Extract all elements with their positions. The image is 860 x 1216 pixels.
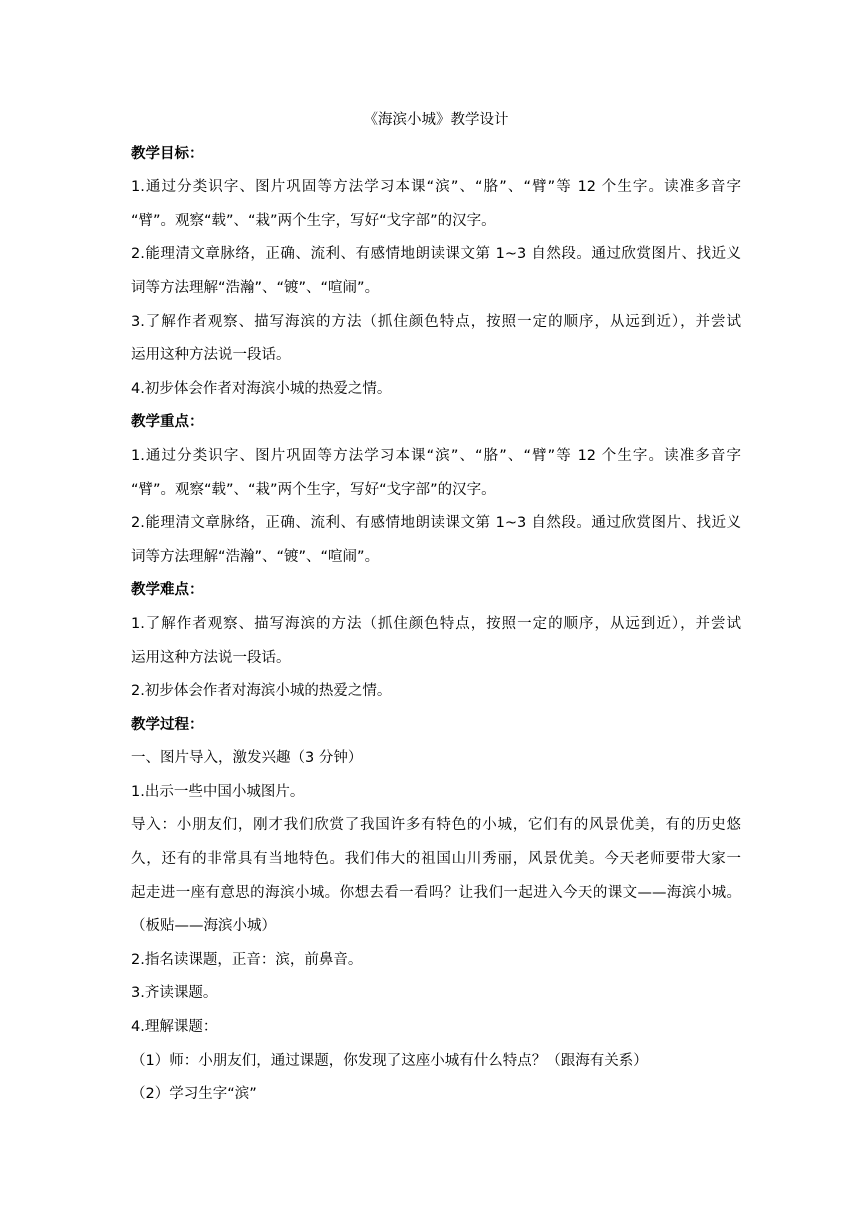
- text-line: “臂”。观察“载”、“栽”两个生字，写好“戈字部”的汉字。: [131, 212, 496, 229]
- text-line: 3.了解作者观察、描写海滨的方法（抓住颜色特点，按照一定的顺序，从远到近），并尝试: [131, 313, 741, 330]
- text-line: 久，还有的非常具有当地特色。我们伟大的祖国山川秀丽，风景优美。今天老师要带大家一: [131, 851, 741, 868]
- text-line: （板贴——海滨小城）: [131, 918, 276, 935]
- text-line: 3.齐读课题。: [131, 985, 218, 1002]
- section-heading: 教学过程：: [131, 716, 204, 733]
- text-line: 2.能理清文章脉络，正确、流利、有感情地朗读课文第 1~3 自然段。通过欣赏图片、找近义: [131, 246, 741, 263]
- text-line: 运用这种方法说一段话。: [131, 649, 291, 666]
- text-line: 1.了解作者观察、描写海滨的方法（抓住颜色特点，按照一定的顺序，从远到近），并尝试: [131, 615, 741, 632]
- section-heading: 教学重点：: [131, 414, 204, 431]
- text-line: 词等方法理解“浩瀚”、“镀”、“喧闹”。: [131, 548, 380, 565]
- text-line: 4.理解课题：: [131, 1019, 218, 1036]
- text-line: 一、图片导入，激发兴趣（3 分钟）: [131, 750, 363, 767]
- text-line: 2.初步体会作者对海滨小城的热爱之情。: [131, 683, 392, 700]
- text-line: 2.指名读课题，正音：滨，前鼻音。: [131, 951, 363, 968]
- document-lines: [131, 138, 741, 1112]
- text-line: 起走进一座有意思的海滨小城。你想去看一看吗？让我们一起进入今天的课文——海滨小城。: [131, 884, 741, 901]
- text-line: 1.通过分类识字、图片巩固等方法学习本课“滨”、“胳”、“臂”等 12 个生字。读准多音字: [131, 447, 741, 464]
- text-line: 导入：小朋友们，刚才我们欣赏了我国许多有特色的小城，它们有的风景优美，有的历史悠: [131, 817, 741, 834]
- text-line: 1.通过分类识字、图片巩固等方法学习本课“滨”、“胳”、“臂”等 12 个生字。读准多音字: [131, 179, 741, 196]
- text-line: （1）师：小朋友们，通过课题，你发现了这座小城有什么特点？（跟海有关系）: [131, 1052, 648, 1069]
- text-line: 运用这种方法说一段话。: [131, 347, 291, 364]
- text-line: “臂”。观察“载”、“栽”两个生字，写好“戈字部”的汉字。: [131, 481, 496, 498]
- document-body: [131, 104, 741, 1112]
- text-line: 1.出示一些中国小城图片。: [131, 783, 305, 800]
- text-line: 2.能理清文章脉络，正确、流利、有感情地朗读课文第 1~3 自然段。通过欣赏图片、找近义: [131, 515, 741, 532]
- text-line: 词等方法理解“浩瀚”、“镀”、“喧闹”。: [131, 279, 380, 296]
- text-line: 4.初步体会作者对海滨小城的热爱之情。: [131, 380, 392, 397]
- document-title: 《海滨小城》教学设计: [363, 112, 509, 128]
- text-line: （2）学习生字“滨”: [131, 1086, 257, 1103]
- section-heading: 教学目标：: [131, 145, 204, 162]
- section-heading: 教学难点：: [131, 582, 204, 599]
